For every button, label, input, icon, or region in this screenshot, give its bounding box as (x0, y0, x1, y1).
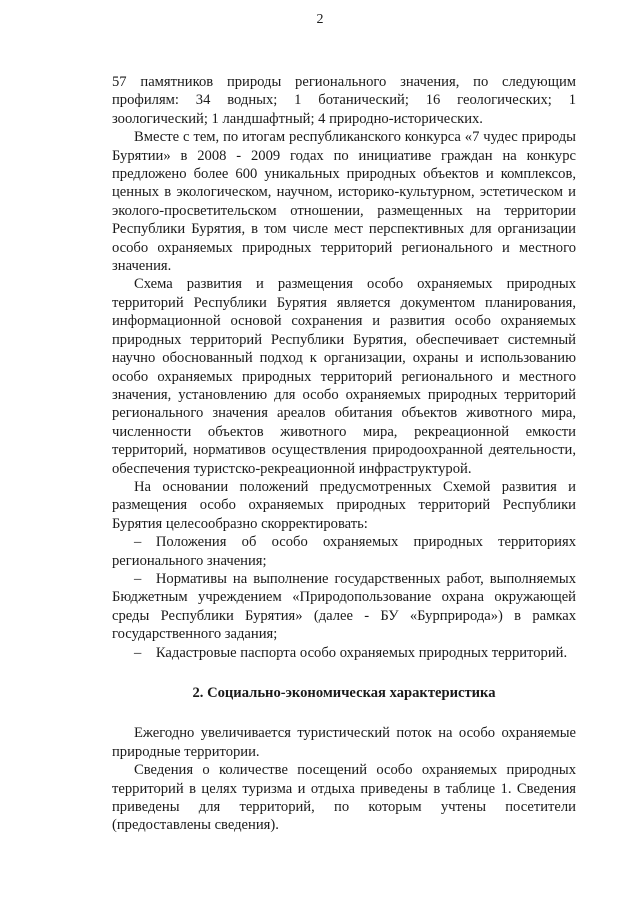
section-heading: 2. Социально-экономическая характеристика (192, 685, 496, 701)
page-number: 2 (316, 12, 324, 27)
paragraph-tourism: Ежегодно увеличивается туристический поток на особо охраняемые природные территории. (112, 725, 576, 760)
paragraph-contest: Вместе с тем, по итогам республиканского конкурса «7 чудес природы Бурятии» в 2008 - 2009 годах по инициативе граждан на конкурс предложено более 600 уникальных природных объектов и комплексов, ценных в экологическом, научном, историко-культурном, эстетическом и эколого-просветительском отношении, размещенных на территории Республики Бурятия, в том числе мест перспективных для организации особо охраняемых природных территорий регионального и местного значения. (112, 129, 576, 275)
list-item-cadastral: – Кадастровые паспорта особо охраняемых природных территорий. (134, 644, 568, 661)
list-item-norms: – Нормативы на выполнение государственных работ, выполняемых Бюджетным учреждением «Природопользование охрана окружающей среды Республики Бурятия» (далее - БУ «Бурприрода») в рамках государственного задания; (112, 570, 576, 643)
paragraph-visits: Сведения о количестве посещений особо охраняемых природных территорий в целях туризма и отдыха приведены в таблице 1. Сведения приведены для территорий, по которым учтены посетители (предоставлены сведения). (112, 762, 576, 834)
paragraph-basis: На основании положений предусмотренных Схемой развития и размещения особо охраняемых природных территорий Республики Бурятия целесообразно скорректировать: (112, 478, 576, 532)
document-body (112, 73, 576, 835)
paragraph-monuments: 57 памятников природы регионального значения, по следующим профилям: 34 водных; 1 ботанический; 16 геологических; 1 зоологический; 1 ландшафтный; 4 природно-исторических. (112, 74, 576, 127)
paragraph-scheme: Схема развития и размещения особо охраняемых природных территорий Республики Бурятия является документом планирования, информационной основой сохранения и развития особо охраняемых природных территорий Республики Бурятия, обеспечивает системный научно обоснованный подход к организации, охраны и использованию особо охраняемых природных территорий регионального и местного значения, установлению для особо охраняемых природных территорий регионального значения ареалов обитания объектов животного мира, численности объектов животного мира, рекреационной емкости территорий, нормативов осуществления природоохранной деятельности, обеспечения туристско-рекреационной инфраструктурой. (112, 276, 576, 477)
list-item-regulations: – Положения об особо охраняемых природных территориях регионального значения; (112, 534, 576, 569)
